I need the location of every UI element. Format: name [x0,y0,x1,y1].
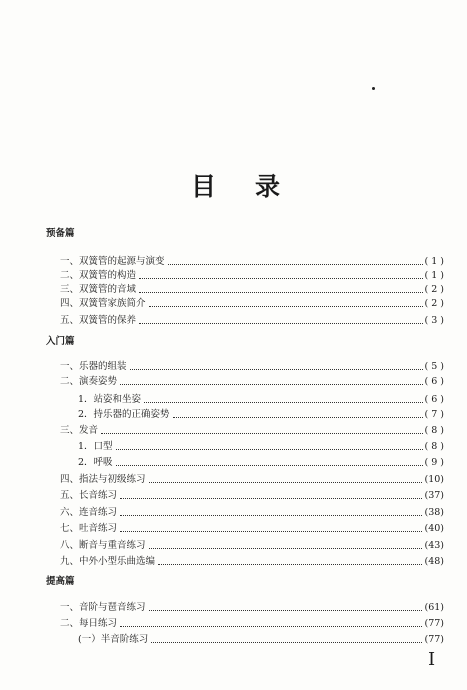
section-heading: 提高篇 [46,576,75,587]
toc-entry[interactable] [60,255,444,268]
title-char-2: 录 [255,172,281,201]
dot-leader [120,497,422,499]
dot-leader [120,625,422,627]
dot-leader [149,547,423,549]
dot-leader [120,383,422,385]
toc-entry-label: 三、发音 [60,425,99,436]
toc-entry-label: 四、指法与初级练习 [60,474,146,485]
section-heading: 预备篇 [46,228,75,239]
toc-entry-label: 五、双簧管的保养 [60,315,137,326]
toc-entry-page: (38) [424,507,444,518]
dot-leader [149,609,423,611]
dot-leader [149,481,423,483]
toc-entry-page: ( 3 ) [424,315,444,326]
dot-leader [101,432,422,434]
toc-entry[interactable] [60,297,444,310]
toc-entry-label: 二、每日练习 [60,618,118,629]
toc-entry-page: ( 2 ) [424,298,444,309]
toc-entry-page: ( 6 ) [424,376,444,387]
toc-entry-page: (10) [424,474,444,485]
toc-subentry[interactable] [78,393,444,406]
toc-entry-label: 五、长音练习 [60,490,118,501]
toc-entry[interactable] [60,489,444,502]
dot-leader [116,464,423,466]
toc-entry-label: 一、音阶与琶音练习 [60,602,146,613]
toc-entry-page: ( 8 ) [424,425,444,436]
section-heading: 入门篇 [46,336,75,347]
toc-entry[interactable] [60,601,444,614]
toc-entry[interactable] [60,539,444,552]
toc-entry-label: 四、双簧管家族简介 [60,298,146,309]
toc-entry-label: 二、演奏姿势 [60,376,118,387]
toc-entry-page: (43) [424,540,444,551]
toc-entry-page: (40) [424,523,444,534]
dot-leader [144,401,422,403]
toc-entry-page: (48) [424,556,444,567]
toc-entry-label: 1．口型 [78,441,113,452]
toc-entry[interactable] [60,283,444,296]
toc-subentry[interactable] [78,408,444,421]
toc-entry[interactable] [60,506,444,519]
toc-subentry[interactable] [78,440,444,453]
toc-entry-label: 六、连音练习 [60,507,118,518]
dot-leader [168,263,423,265]
dot-leader [139,277,422,279]
toc-entry[interactable] [60,269,444,282]
toc-entry-page: ( 9 ) [424,457,444,468]
dot-leader [149,305,423,307]
toc-entry[interactable] [60,375,444,388]
toc-entry-page: (77) [424,618,444,629]
title-char-1: 目 [191,172,217,201]
toc-entry-label: 二、双簧管的构造 [60,270,137,281]
toc-entry[interactable] [60,424,444,437]
toc-entry[interactable] [60,617,444,630]
dot-leader [139,291,422,293]
toc-subentry[interactable] [78,456,444,469]
dot-leader [151,641,422,643]
toc-entry-page: (77) [424,634,444,645]
toc-entry-label: 2．呼吸 [78,457,113,468]
toc-entry[interactable] [60,473,444,486]
toc-entry-label: 九、中外小型乐曲选编 [60,556,156,567]
toc-entry-label: 1．站姿和坐姿 [78,394,142,405]
toc-entry-label: 一、双簧管的起源与演变 [60,256,165,267]
toc-entry-page: ( 5 ) [424,361,444,372]
dot-leader [158,563,422,565]
toc-entry[interactable] [60,360,444,373]
decorative-dot [372,87,375,90]
toc-entry-label: 七、吐音练习 [60,523,118,534]
dot-leader [116,448,423,450]
toc-entry-page: ( 1 ) [424,270,444,281]
toc-entry-label: 一、乐器的组装 [60,361,127,372]
dot-leader [139,322,422,324]
dot-leader [120,514,422,516]
toc-entry-page: ( 8 ) [424,441,444,452]
toc-subentry[interactable] [78,633,444,646]
toc-entry-label: 三、双簧管的音域 [60,284,137,295]
dot-leader [130,368,423,370]
toc-entry[interactable] [60,555,444,568]
toc-entry-label: 八、断音与重音练习 [60,540,146,551]
toc-entry-page: (37) [424,490,444,501]
toc-entry-page: ( 1 ) [424,256,444,267]
toc-entry[interactable] [60,522,444,535]
toc-entry[interactable] [60,314,444,327]
toc-entry-page: ( 6 ) [424,394,444,405]
toc-entry-page: (61) [424,602,444,613]
page-title [0,172,467,202]
toc-entry-label: 2．持乐器的正确姿势 [78,409,170,420]
dot-leader [173,416,423,418]
toc-entry-page: ( 7 ) [424,409,444,420]
page-number: I [428,649,436,670]
dot-leader [120,530,422,532]
toc-entry-label: (一）半音阶练习 [78,634,149,645]
toc-entry-page: ( 2 ) [424,284,444,295]
